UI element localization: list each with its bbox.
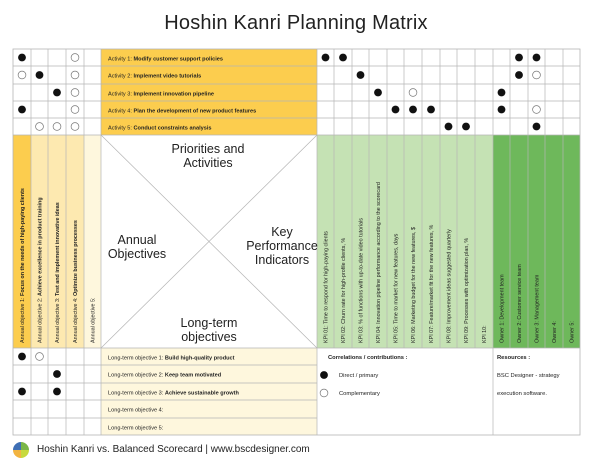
correlation-mark (515, 71, 523, 79)
correlation-mark (71, 123, 79, 131)
center-right-label: Key (271, 225, 293, 239)
correlation-mark (53, 123, 61, 131)
correlation-mark (498, 106, 506, 114)
correlation-mark (409, 89, 417, 97)
activity-label: Activity 2: Implement video tutorials (108, 73, 202, 80)
correlation-mark (18, 388, 26, 396)
longterm-objective-label: Long-term objective 5: (108, 425, 164, 432)
resources-line: execution software. (497, 391, 547, 397)
kpi-label: KPI 06: Marketing budget for the new features, $ (411, 227, 417, 343)
legend-primary-mark (320, 371, 328, 379)
correlation-mark (53, 388, 61, 396)
activity-label: Activity 5: Conduct constraints analysis (108, 125, 212, 132)
kpi-label: KPI 09: Processes with optimization plan, % (464, 237, 470, 343)
owner-label: Owner 5: (569, 321, 576, 343)
kpi-label: KPI 01: Time to respond for high-paying clients (323, 231, 330, 343)
correlation-mark (339, 54, 347, 62)
longterm-objective-label: Long-term objective 1: Build high-quality product (108, 355, 235, 362)
footer-text: Hoshin Kanri vs. Balanced Scorecard | www.bscdesigner.com (37, 444, 310, 455)
annual-objective-label: Annual objective 2: Achieve excellence in product training (37, 197, 44, 343)
correlation-mark (36, 71, 44, 79)
correlation-mark (53, 370, 61, 378)
legend-complementary-label: Complementary (339, 391, 380, 397)
owner-label: Owner 3: Management team (534, 274, 541, 343)
legend-title: Correlations / contributions : (328, 355, 408, 361)
owner-label: Owner 4: (552, 321, 558, 343)
correlation-mark (357, 71, 365, 79)
correlation-mark (36, 353, 44, 361)
kpi-label: KPI 05: Time to market for new features, days (393, 233, 400, 343)
correlation-mark (18, 353, 26, 361)
activity-label: Activity 4: Plan the development of new product features (108, 108, 257, 115)
kpi-label: KPI 10: (482, 325, 488, 343)
correlation-mark (53, 89, 61, 97)
correlation-mark (71, 89, 79, 97)
bsc-logo-icon (13, 442, 29, 458)
center-top-label: Activities (183, 156, 233, 170)
annual-objective-label: Annual objective 4: Optimize business processes (73, 220, 79, 343)
center-bottom-label: Long-term (180, 316, 238, 330)
correlation-mark (71, 106, 79, 114)
correlation-mark (533, 106, 541, 114)
legend-primary-label: Direct / primary (339, 373, 379, 379)
kpi-label: KPI 04: Innovation pipeline performance according to the scorecard (376, 182, 382, 343)
correlation-mark (533, 71, 541, 79)
longterm-objective-label: Long-term objective 2: Keep team motivated (108, 372, 222, 379)
correlation-mark (427, 106, 435, 114)
activity-label: Activity 3: Implement innovation pipeline (108, 91, 214, 98)
annual-objective-label: Annual objective 1: Focus on the needs of high-paying clients (20, 188, 26, 343)
center-left-label: Objectives (107, 247, 167, 261)
correlation-mark (71, 71, 79, 79)
kpi-label: KPI 03: % of functions with up-to-date video tutorials (358, 218, 365, 343)
center-right-label: Indicators (254, 253, 310, 267)
center-left-label: Annual (117, 233, 157, 247)
legend-complementary-mark (320, 389, 328, 397)
correlation-mark (322, 54, 330, 62)
center-right-label: Performance (246, 239, 318, 253)
resources-title: Resources : (497, 355, 531, 361)
correlation-mark (533, 123, 541, 131)
owner-label: Owner 1: Development team (499, 274, 506, 343)
correlation-mark (392, 106, 400, 114)
correlation-mark (498, 89, 506, 97)
activity-label: Activity 1: Modify customer support policies (108, 56, 224, 63)
kpi-label: KPI 07: Feature/market fit for the new features, % (429, 224, 435, 343)
page-title: Hoshin Kanri Planning Matrix (164, 12, 428, 34)
longterm-objective-label: Long-term objective 4: (108, 407, 164, 414)
center-bottom-label: objectives (181, 330, 237, 344)
center-top-label: Priorities and (171, 142, 245, 156)
annual-objective-label: Annual objective 5: (90, 297, 97, 343)
correlation-mark (18, 106, 26, 114)
owner-label: Owner 2: Customer service team (517, 264, 523, 343)
correlation-mark (36, 123, 44, 131)
correlation-mark (374, 89, 382, 97)
kpi-label: KPI 08: Improvement ideas suggested quarterly (446, 229, 453, 343)
correlation-mark (18, 71, 26, 79)
resources-line: BSC Designer - strategy (497, 373, 560, 379)
longterm-objective-label: Long-term objective 3: Achieve sustainable growth (108, 390, 239, 397)
correlation-mark (515, 54, 523, 62)
correlation-mark (533, 54, 541, 62)
correlation-mark (71, 54, 79, 62)
kpi-label: KPI 02: Churn rate for high-profile clients, % (341, 237, 347, 343)
correlation-mark (462, 123, 470, 131)
correlation-mark (445, 123, 453, 131)
annual-objective-label: Annual objective 3: Test and implement innovative ideas (55, 202, 61, 343)
correlation-mark (18, 54, 26, 62)
correlation-mark (409, 106, 417, 114)
